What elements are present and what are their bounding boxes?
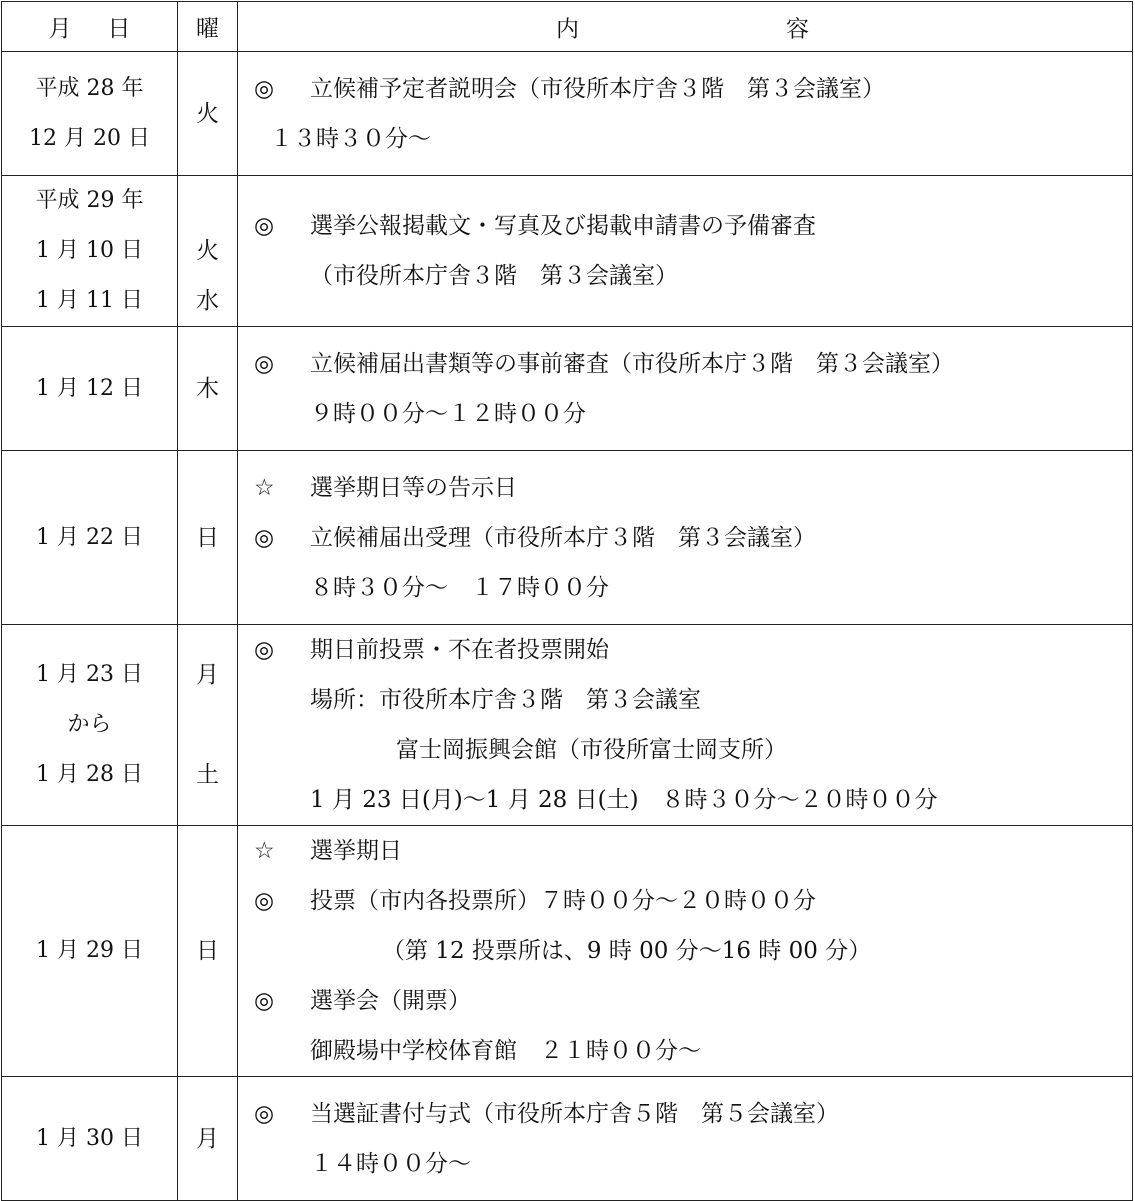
election-schedule-table xyxy=(1,1,1133,1201)
header-date xyxy=(2,2,178,52)
double-circle-icon: ◎ xyxy=(254,75,275,102)
content-line xyxy=(238,775,1132,825)
content-text: 投票（市内各投票所）７時００分～２０時００分 xyxy=(310,888,816,914)
day-of-week-cell xyxy=(178,451,238,625)
day-of-week: 月 xyxy=(196,1125,219,1152)
date-line: 1 月 12 日 xyxy=(36,375,143,401)
date-line: 1 月 29 日 xyxy=(36,938,143,963)
content-text: 選挙公報掲載文・写真及び掲載申請書の予備審査 xyxy=(310,213,816,239)
content-line xyxy=(238,201,1132,251)
content-cell xyxy=(238,625,1133,826)
day-of-week-cell xyxy=(178,176,238,327)
header-content xyxy=(238,2,1133,52)
content-line xyxy=(238,339,1132,389)
content-text: 選挙期日等の告示日 xyxy=(310,474,517,501)
date-line: 平成 29 年 xyxy=(35,188,144,213)
content-text: １３時３０分～ xyxy=(270,125,431,152)
content-cell xyxy=(238,327,1133,451)
date-cell xyxy=(2,327,178,451)
star-icon: ☆ xyxy=(254,838,275,864)
schedule-row xyxy=(2,52,1133,176)
day-of-week: 水 xyxy=(196,288,219,314)
content-line xyxy=(238,926,1132,976)
date-line: 1 月 22 日 xyxy=(36,524,143,550)
day-of-week-cell xyxy=(178,625,238,826)
content-text: ９時００分～１２時００分 xyxy=(310,400,586,427)
date-cell xyxy=(2,625,178,826)
content-text: 富士岡振興会館（市役所富士岡支所） xyxy=(396,737,787,763)
content-cell xyxy=(238,1077,1133,1201)
double-circle-icon: ◎ xyxy=(254,524,275,551)
schedule-row xyxy=(2,327,1133,451)
date-line: から xyxy=(67,712,112,737)
content-text: １４時００分～ xyxy=(310,1150,471,1177)
header-content-2: 容 xyxy=(786,16,809,42)
content-line xyxy=(238,563,1132,613)
content-line xyxy=(238,64,1132,114)
day-of-week: 日 xyxy=(196,938,219,964)
date-line: 12 月 20 日 xyxy=(29,125,150,151)
content-text: 選挙期日 xyxy=(310,838,402,864)
content-line xyxy=(238,675,1132,725)
content-line xyxy=(238,513,1132,563)
content-text: 1 月 23 日(月)～1 月 28 日(土) ８時３０分～２０時００分 xyxy=(310,787,938,813)
day-of-week xyxy=(178,700,237,750)
double-circle-icon: ◎ xyxy=(254,888,275,914)
date-line: 1 月 10 日 xyxy=(36,238,143,263)
star-icon: ☆ xyxy=(254,474,275,501)
day-of-week: 木 xyxy=(196,375,219,402)
header-content-1: 内 xyxy=(556,16,579,42)
date-cell xyxy=(2,176,178,327)
content-line xyxy=(238,389,1132,439)
date-line: 1 月 23 日 xyxy=(36,662,143,687)
header-date-month: 月 xyxy=(48,16,72,42)
day-of-week: 土 xyxy=(196,762,219,788)
content-line xyxy=(238,1139,1132,1189)
header-day-of-week: 曜 xyxy=(178,2,238,52)
schedule-row xyxy=(2,451,1133,625)
double-circle-icon: ◎ xyxy=(254,988,275,1014)
content-text: 場所：市役所本庁舎３階 第３会議室 xyxy=(310,687,701,713)
day-of-week xyxy=(178,176,237,226)
content-text: 当選証書付与式（市役所本庁舎５階 第５会議室） xyxy=(310,1100,839,1127)
day-of-week-cell xyxy=(178,52,238,176)
content-line xyxy=(238,725,1132,775)
content-line xyxy=(238,114,1132,164)
double-circle-icon: ◎ xyxy=(254,213,275,239)
date-cell xyxy=(2,52,178,176)
date-cell xyxy=(2,1077,178,1201)
day-of-week-cell xyxy=(178,826,238,1077)
content-line xyxy=(238,625,1132,675)
content-line xyxy=(238,876,1132,926)
content-line xyxy=(238,251,1132,301)
date-line: 1 月 30 日 xyxy=(36,1125,143,1151)
content-line xyxy=(238,463,1132,513)
date-line: 1 月 11 日 xyxy=(36,288,143,313)
content-line xyxy=(238,1026,1132,1076)
date-cell xyxy=(2,451,178,625)
content-text: ８時３０分～ １７時００分 xyxy=(310,574,609,601)
date-cell xyxy=(2,826,178,1077)
day-of-week: 火 xyxy=(196,238,219,264)
date-line: 1 月 28 日 xyxy=(36,762,143,787)
content-text: 期日前投票・不在者投票開始 xyxy=(310,637,609,663)
content-text: 選挙会（開票） xyxy=(310,988,471,1014)
schedule-row xyxy=(2,826,1133,1077)
content-line xyxy=(238,1089,1132,1139)
day-of-week-cell xyxy=(178,327,238,451)
content-text: 立候補予定者説明会（市役所本庁舎３階 第３会議室） xyxy=(310,75,885,102)
content-text: （市役所本庁舎３階 第３会議室） xyxy=(310,263,678,289)
day-of-week: 日 xyxy=(196,524,219,551)
content-text: （第 12 投票所は、9 時 00 分～16 時 00 分） xyxy=(382,938,872,964)
day-of-week: 月 xyxy=(196,662,219,688)
content-cell xyxy=(238,52,1133,176)
date-line: 平成 28 年 xyxy=(35,75,144,101)
content-cell xyxy=(238,451,1133,625)
day-of-week-cell xyxy=(178,1077,238,1201)
content-text: 立候補届出受理（市役所本庁３階 第３会議室） xyxy=(310,524,816,551)
content-line xyxy=(238,976,1132,1026)
schedule-row xyxy=(2,1077,1133,1201)
content-cell xyxy=(238,826,1133,1077)
content-cell xyxy=(238,176,1133,327)
double-circle-icon: ◎ xyxy=(254,637,275,663)
schedule-row xyxy=(2,625,1133,826)
content-line xyxy=(238,826,1132,876)
day-of-week: 火 xyxy=(196,100,219,127)
content-text: 立候補届出書類等の事前審査（市役所本庁３階 第３会議室） xyxy=(310,350,954,377)
header-row xyxy=(2,2,1133,52)
double-circle-icon: ◎ xyxy=(254,1100,275,1127)
header-date-day: 日 xyxy=(107,16,131,42)
content-text: 御殿場中学校体育館 ２１時００分～ xyxy=(310,1038,701,1064)
schedule-row xyxy=(2,176,1133,327)
double-circle-icon: ◎ xyxy=(254,350,275,377)
